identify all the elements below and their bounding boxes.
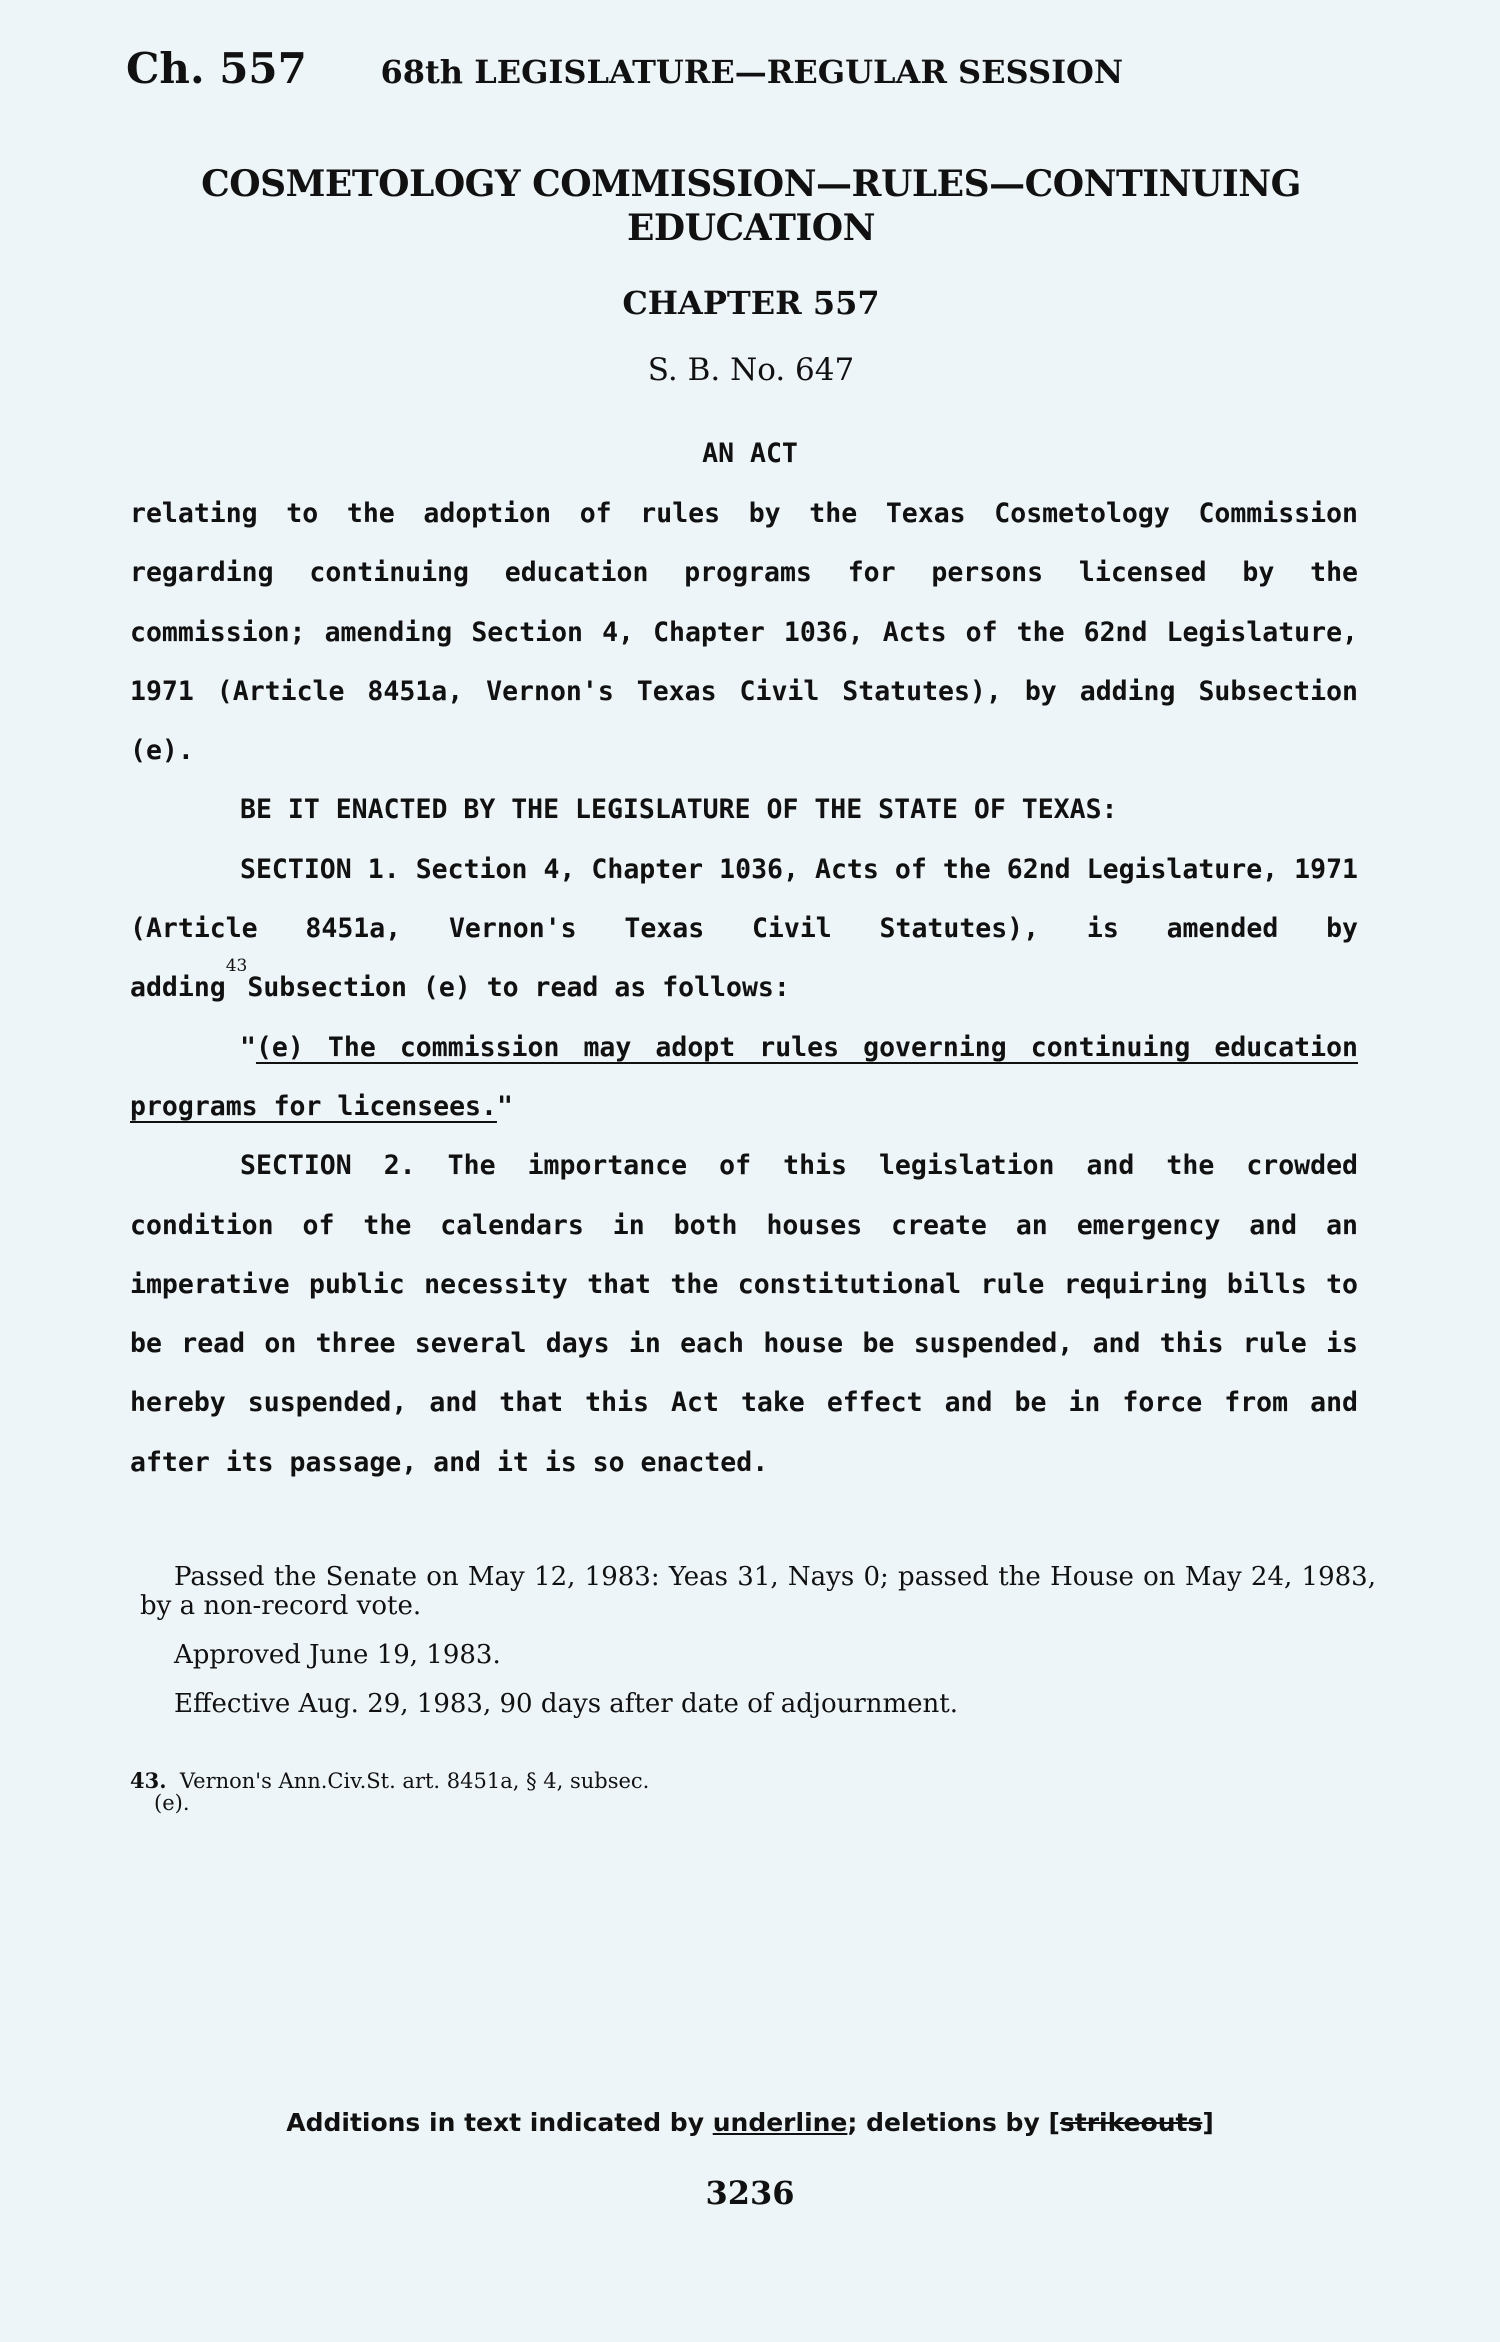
approved-note: Approved June 19, 1983. bbox=[174, 1640, 501, 1670]
main-title bbox=[126, 162, 1376, 250]
added-subsection bbox=[130, 1018, 1358, 1137]
act-heading: AN ACT bbox=[702, 438, 798, 469]
passage-note: Passed the Senate on May 12, 1983: Yeas 31, Nays 0; passed the House on May 24, 1983, by a non-record vote. bbox=[140, 1562, 1376, 1621]
act-caption: relating to the adoption of rules by the Texas Cosmetology Commission regarding continuing education programs for persons licensed by the commission; amending Section 4, Chapter 1036, Acts of the 62nd Legislature, 1971 (Article 8451a, Vernon's Texas Civil Statutes), by adding Subsection (e). bbox=[130, 498, 1358, 767]
main-title-line-1: COSMETOLOGY COMMISSION—RULES—CONTINUING bbox=[201, 163, 1301, 205]
footnote-marker: 43 bbox=[225, 956, 248, 977]
section-1 bbox=[130, 840, 1358, 1018]
legend-strikeout-sample: strikeouts bbox=[1059, 2108, 1203, 2137]
footnote-continuation: (e). bbox=[154, 1791, 190, 1815]
act-body bbox=[130, 484, 1358, 1492]
section-2: SECTION 2. The importance of this legislation and the crowded condition of the calendars in both houses create an emergency and an imperative public necessity that the constitutional rule requiring bills to be read on three several days in each house be suspended, and this rule is hereby suspended, and that this Act take effect and be in force from and after its passage, and it is so enacted. bbox=[130, 1150, 1358, 1478]
chapter-label: Ch. 557 bbox=[126, 44, 307, 93]
chapter-heading: CHAPTER 557 bbox=[622, 284, 880, 322]
bill-number: S. B. No. 647 bbox=[647, 352, 855, 388]
page-number: 3236 bbox=[705, 2174, 795, 2212]
footnote bbox=[130, 1770, 830, 1814]
title-block bbox=[126, 162, 1376, 388]
running-header bbox=[126, 44, 1376, 93]
section-1-text: SECTION 1. Section 4, Chapter 1036, Acts of the 62nd Legislature, 1971 (Article 8451a, Vernon's Texas Civil Statutes), is amended by adding bbox=[130, 853, 1358, 1004]
quote-close: " bbox=[496, 1090, 513, 1122]
main-title-line-2: EDUCATION bbox=[626, 207, 876, 249]
footnote-text: Vernon's Ann.Civ.St. art. 8451a, § 4, subsec. bbox=[179, 1769, 650, 1793]
legend-underline-sample: underline bbox=[712, 2108, 848, 2137]
passage-notes bbox=[140, 1563, 1376, 1739]
session-label: 68th LEGISLATURE—REGULAR SESSION bbox=[380, 53, 1124, 91]
enacting-clause: BE IT ENACTED BY THE LEGISLATURE OF THE STATE OF TEXAS: bbox=[240, 794, 1118, 826]
legend-text-mid: ; deletions by [ bbox=[847, 2108, 1060, 2137]
section-1-text-end: Subsection (e) to read as follows: bbox=[247, 972, 790, 1004]
quote-open: " bbox=[240, 1031, 256, 1063]
legend-text-end: ] bbox=[1202, 2108, 1214, 2137]
edit-legend bbox=[0, 2108, 1500, 2137]
legend-text: Additions in text indicated by bbox=[286, 2108, 704, 2137]
footnote-number: 43. bbox=[130, 1768, 167, 1793]
underlined-addition: (e) The commission may adopt rules governing continuing education programs for licensees. bbox=[130, 1031, 1358, 1122]
effective-note: Effective Aug. 29, 1983, 90 days after date of adjournment. bbox=[174, 1689, 959, 1719]
